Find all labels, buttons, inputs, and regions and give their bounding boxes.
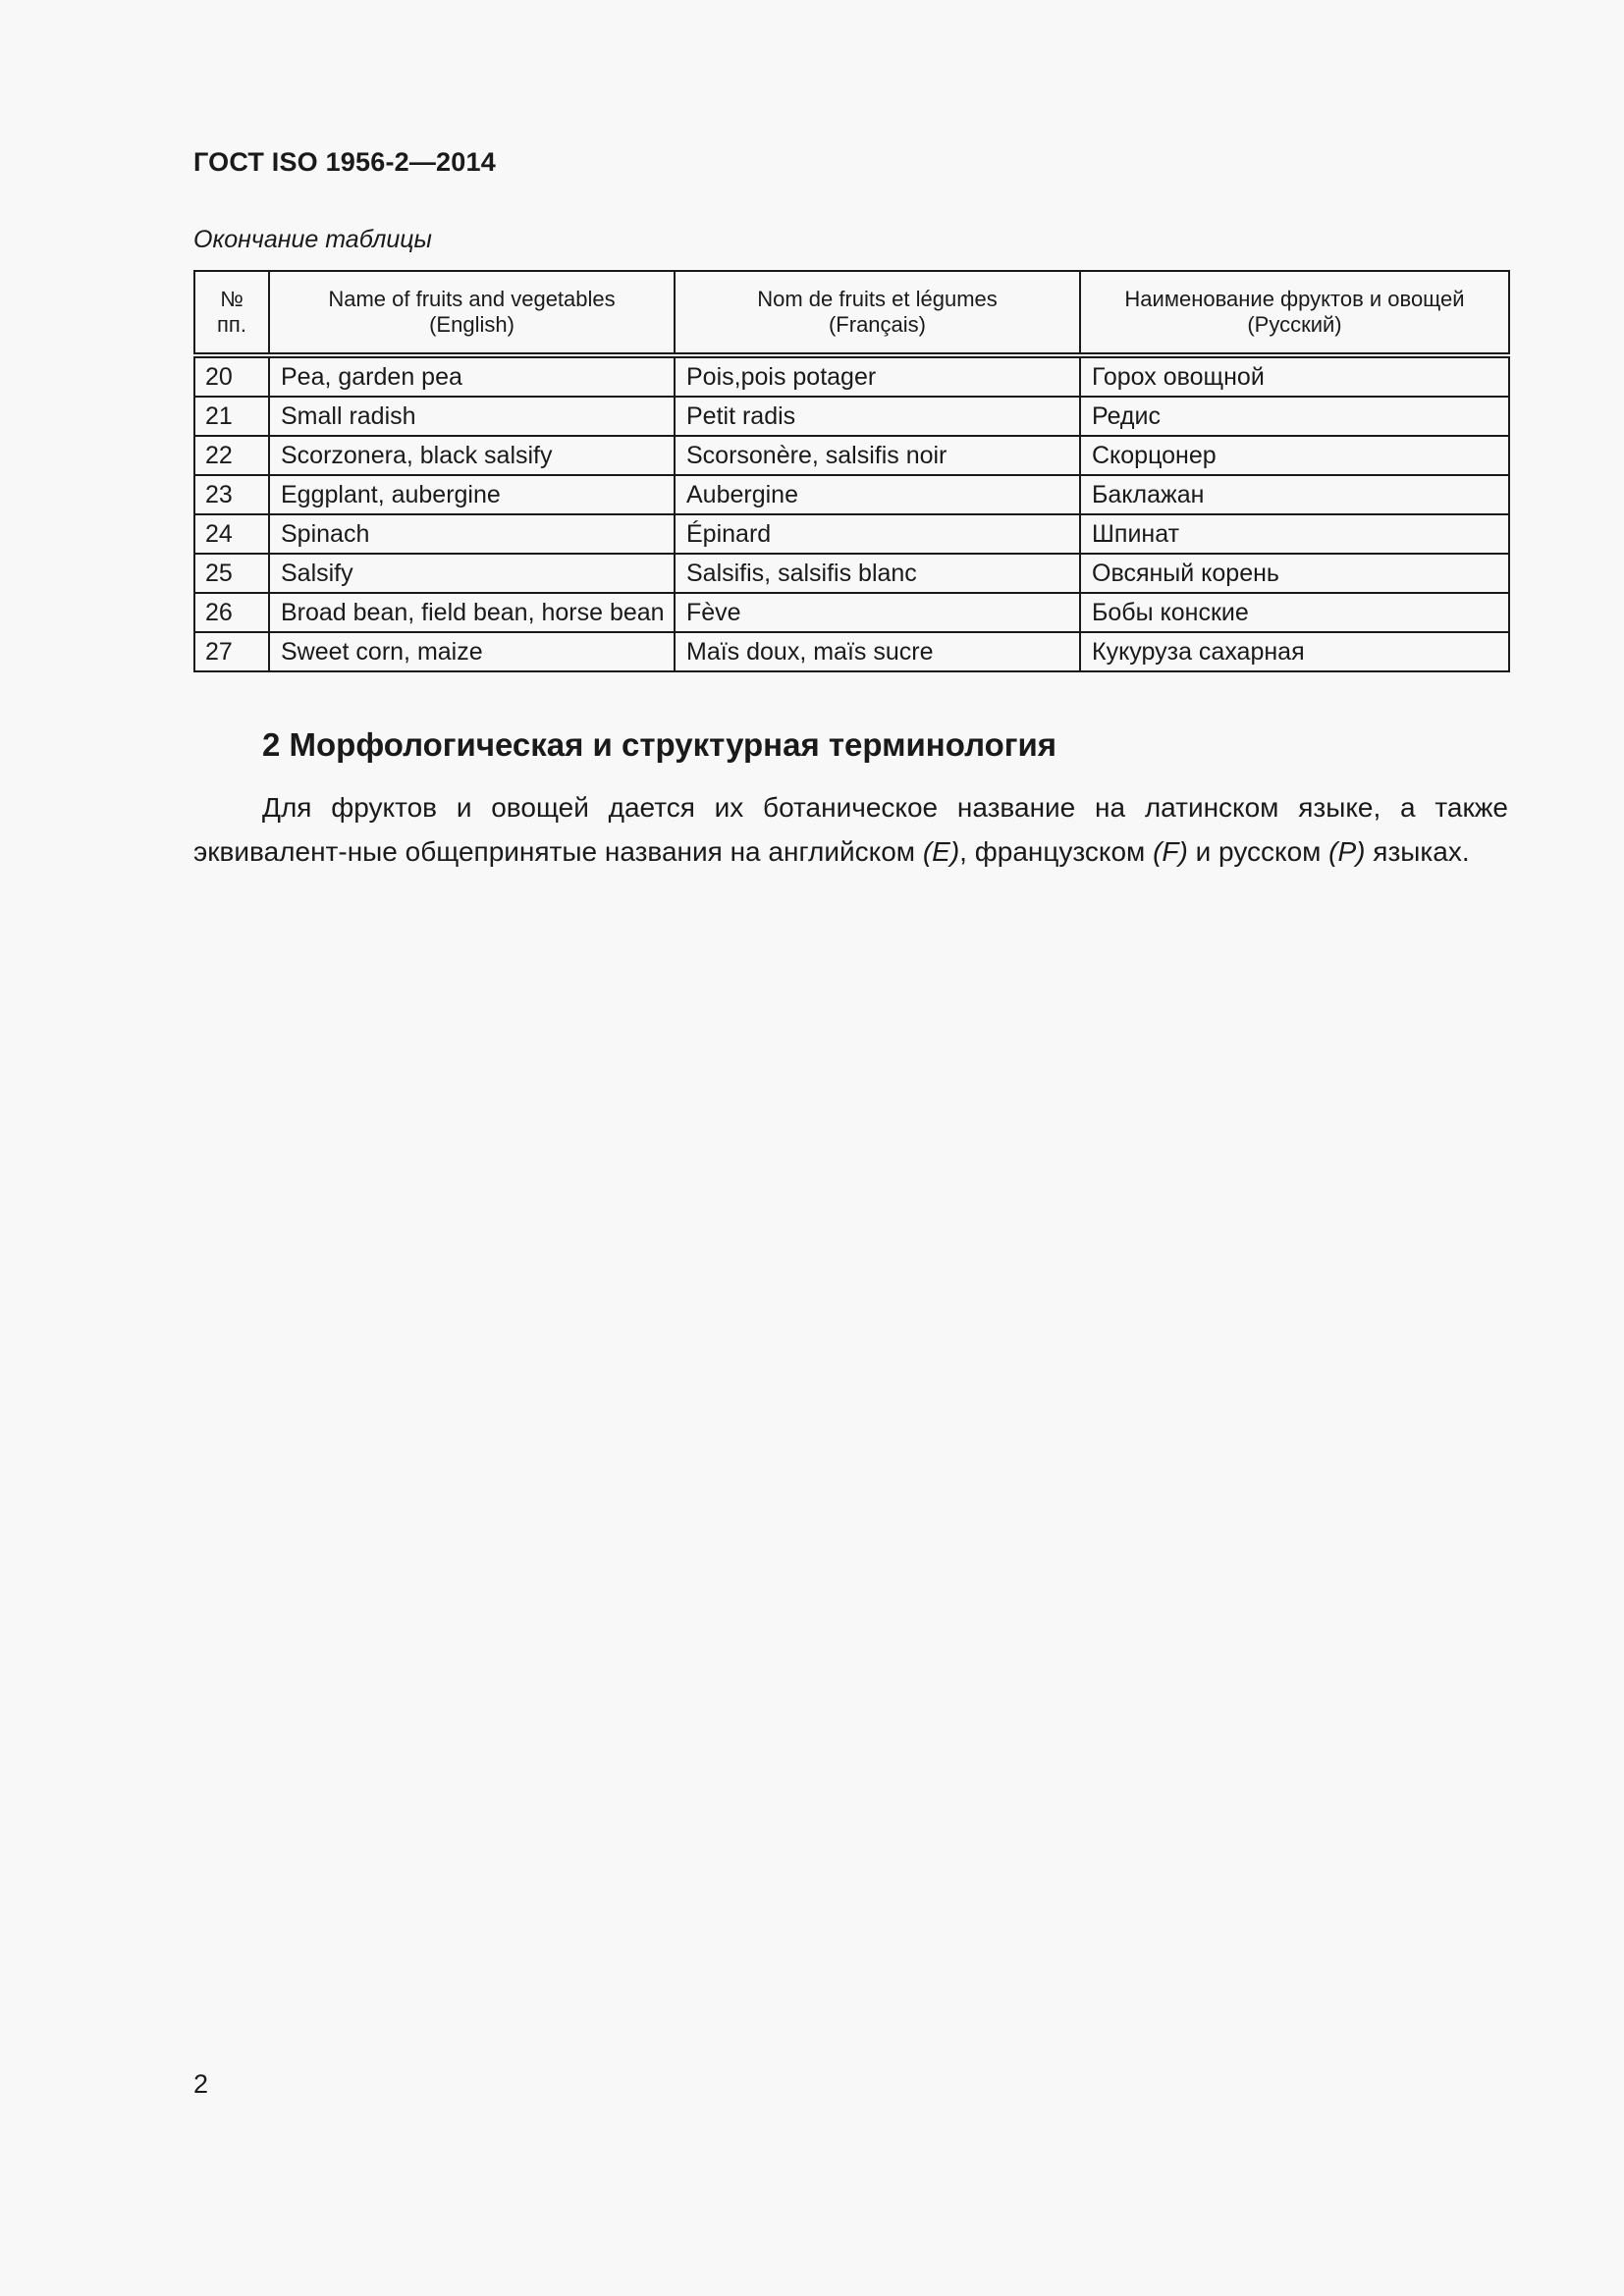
paragraph-text-part4: языках. [1365,836,1470,867]
table-header-row [194,271,1509,355]
russian-name: Шпинат [1080,514,1509,554]
english-name: Broad bean, field bean, horse bean [269,593,675,632]
paragraph-text-part3: и русском [1187,836,1329,867]
table-row [194,475,1509,514]
row-number: 27 [194,632,269,671]
russian-name: Бобы конские [1080,593,1509,632]
table-row [194,514,1509,554]
english-name: Scorzonera, black salsify [269,436,675,475]
header-russian-line2: (Русский) [1247,312,1342,337]
section-heading: 2 Морфологическая и структурная терминология [262,726,1057,763]
row-number: 23 [194,475,269,514]
paragraph-russian-mark: (P) [1328,836,1366,867]
row-number: 21 [194,397,269,436]
table-row [194,554,1509,593]
document-header: ГОСТ ISO 1956-2—2014 [193,147,496,177]
row-number: 26 [194,593,269,632]
russian-name: Баклажан [1080,475,1509,514]
table-row [194,397,1509,436]
row-number: 22 [194,436,269,475]
row-number: 24 [194,514,269,554]
french-name: Aubergine [675,475,1080,514]
russian-name: Скорцонер [1080,436,1509,475]
french-name: Épinard [675,514,1080,554]
english-name: Sweet corn, maize [269,632,675,671]
paragraph-french-mark: (F) [1153,836,1188,867]
section-paragraph [193,785,1508,874]
paragraph-english-mark: (E) [922,836,960,867]
english-name: Small radish [269,397,675,436]
english-name: Eggplant, aubergine [269,475,675,514]
french-name: Maïs doux, maïs sucre [675,632,1080,671]
page-number: 2 [193,2069,209,2099]
english-name: Spinach [269,514,675,554]
table-row [194,355,1509,397]
table-caption: Окончание таблицы [193,226,432,253]
header-french [675,271,1080,355]
table-row [194,593,1509,632]
french-name: Pois,pois potager [675,355,1080,397]
row-number: 25 [194,554,269,593]
russian-name: Овсяный корень [1080,554,1509,593]
header-russian-line1: Наименование фруктов и овощей [1124,287,1465,311]
russian-name: Кукуруза сахарная [1080,632,1509,671]
header-russian [1080,271,1509,355]
english-name: Salsify [269,554,675,593]
english-name: Pea, garden pea [269,355,675,397]
russian-name: Горох овощной [1080,355,1509,397]
russian-name: Редис [1080,397,1509,436]
table-row [194,632,1509,671]
header-english-line1: Name of fruits and vegetables [328,287,616,311]
french-name: Petit radis [675,397,1080,436]
header-french-line2: (Français) [828,312,926,337]
header-english [269,271,675,355]
header-number [194,271,269,355]
header-number-line2: пп. [217,312,246,337]
table-row [194,436,1509,475]
header-english-line2: (English) [429,312,514,337]
terms-table [193,270,1510,672]
header-number-line1: № [220,287,244,311]
paragraph-text-part2: , французском [959,836,1154,867]
row-number: 20 [194,355,269,397]
french-name: Salsifis, salsifis blanc [675,554,1080,593]
header-french-line1: Nom de fruits et légumes [757,287,998,311]
paragraph-text-part1: Для фруктов и овощей дается их ботаническое название на латинском языке, а также эквивалент-ные общепринятые названия на английском [193,792,1508,867]
french-name: Scorsonère, salsifis noir [675,436,1080,475]
french-name: Fève [675,593,1080,632]
